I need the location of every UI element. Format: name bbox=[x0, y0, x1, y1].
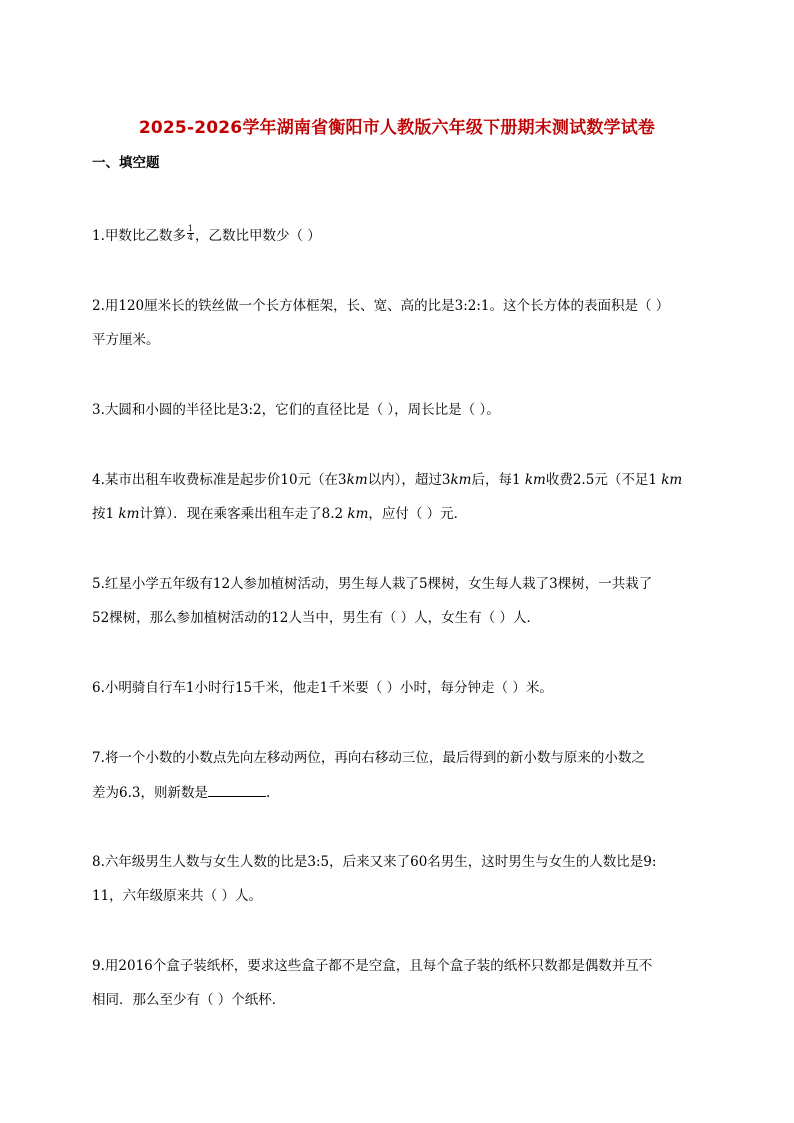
q4-text: 后，每1 bbox=[471, 472, 525, 488]
question-7-line-1: 7.将一个小数的小数点先向左移动两位，再向右移动三位，最后得到的新小数与原来的小数之 bbox=[92, 750, 645, 766]
q4-text: 计算）．现在乘客乘出租车走了8.2 bbox=[139, 506, 348, 522]
question-4-line-1 bbox=[92, 470, 682, 490]
question-7-line-2 bbox=[92, 782, 270, 803]
q7-text: 差为6.3，则新数是 bbox=[92, 785, 208, 801]
fraction-denominator: 4 bbox=[187, 233, 193, 242]
question-8-line-1: 8.六年级男生人数与女生人数的比是3:5，后来又来了60名男生，这时男生与女生的人数比是9: bbox=[92, 854, 657, 870]
q7-period: . bbox=[265, 785, 271, 801]
answer-blank[interactable] bbox=[208, 782, 266, 797]
km-unit: km bbox=[524, 472, 546, 488]
question-5-line-2: 52棵树，那么参加植树活动的12人当中，男生有（ ）人，女生有（ ）人． bbox=[92, 610, 540, 626]
question-6-line-1: 6.小明骑自行车1小时行15千米，他走1千米要（ ）小时，每分钟走（ ）米。 bbox=[92, 680, 553, 696]
fraction-one-quarter bbox=[187, 225, 194, 242]
km-unit: km bbox=[450, 472, 472, 488]
question-8-line-2: 11，六年级原来共（ ）人。 bbox=[92, 888, 262, 904]
q4-text: 收费2.5元（不足1 bbox=[545, 472, 662, 488]
km-unit: km bbox=[346, 472, 368, 488]
question-4-line-2 bbox=[92, 504, 467, 524]
fraction-numerator: 1 bbox=[187, 224, 193, 233]
km-unit: km bbox=[661, 472, 683, 488]
question-1-text-after: ，乙数比甲数少（ ） bbox=[194, 228, 321, 244]
q4-text: 以内），超过3 bbox=[367, 472, 451, 488]
question-5-line-1: 5.红星小学五年级有12人参加植树活动，男生每人栽了5棵树，女生每人栽了3棵树，一共栽了 bbox=[92, 576, 653, 592]
question-9-line-2: 相同．那么至少有（ ）个纸杯． bbox=[92, 992, 286, 1008]
page-title: 2025-2026学年湖南省衡阳市人教版六年级下册期末测试数学试卷 bbox=[138, 118, 656, 138]
section-heading: 一、填空题 bbox=[92, 155, 160, 171]
question-2-line-2: 平方厘米。 bbox=[92, 332, 160, 348]
question-3-line-1: 3.大圆和小圆的半径比是3:2，它们的直径比是（ ），周长比是（ ）。 bbox=[92, 402, 500, 418]
km-unit: km bbox=[347, 506, 369, 522]
question-1-text-before: 1.甲数比乙数多 bbox=[92, 228, 186, 244]
question-9-line-1: 9.用2016个盒子装纸杯，要求这些盒子都不是空盒，且每个盒子装的纸杯只数都是偶数并互不 bbox=[92, 958, 653, 974]
q4-text: 4.某市出租车收费标准是起步价10元（在3 bbox=[92, 472, 347, 488]
km-unit: km bbox=[118, 506, 140, 522]
q4-text: 按1 bbox=[92, 506, 119, 522]
question-2-line-1: 2.用120厘米长的铁丝做一个长方体框架，长、宽、高的比是3:2:1。这个长方体的表面积是（ ） bbox=[92, 298, 670, 314]
question-1 bbox=[92, 226, 321, 246]
q4-text: ，应付（ ）元． bbox=[368, 506, 468, 522]
